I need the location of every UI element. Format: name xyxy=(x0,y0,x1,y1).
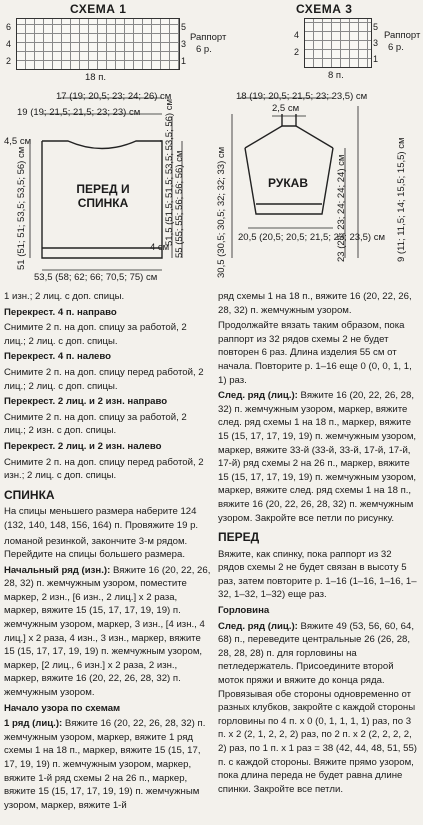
heading-cross-4-right: Перекрест. 4 п. направо xyxy=(4,306,117,318)
text-p1: 1 изн.; 2 лиц. с доп. спицы. xyxy=(4,291,125,302)
schema3-row-2: 2 xyxy=(294,47,300,57)
schema3-rapport-label: Раппорт xyxy=(384,30,421,41)
text-p9-wrap xyxy=(4,717,211,812)
schema1-rapport-label: Раппорт xyxy=(190,32,227,43)
section-front: ПЕРЕД xyxy=(218,530,260,545)
text-p8-wrap xyxy=(4,564,211,700)
schema3-row-4: 4 xyxy=(294,30,300,40)
text-p9: Вяжите 16 (20, 22, 26, 28, 32) п. жемчужным узором, маркер, вяжите 1 ряд схемы 1 на 18 п., маркер, вяжите 15 (15, 17, 17, 19, 19) п. жемчужным узором, маркер, вяжите 1-й ряд схемы 2 на 26 п., маркер, вяжите 15 (15, 17, 17, 19, 19) п. жемчужным узором, маркер, вяжите 1-й xyxy=(4,718,206,811)
schema1-row-5: 5 xyxy=(181,22,187,32)
schema3-row-5: 5 xyxy=(373,22,379,32)
schema1-rapport-rows: 6 р. xyxy=(196,44,212,55)
r-text-p5: Вяжите 49 (53, 56, 60, 64, 68) п., переведите центральные 26 (26, 28, 28, 28, 28) п. для горловины на петледержатель. Присоедините второй моток пряжи и вяжите до конца ряда. Провязывая обе стороны одновременно от разных клубков, закройте с каждой стороны горловины по 4 п. x 0 (0, 1, 1, 1, 1) раз, по 3 п. x 2 (2, 1, 2, 2, 2) раз, по 2 п. x 2 (2, 2, 2, 2, 2) раз, по 1 п. x 1 раз = 38 (42, 44, 48, 51, 55) п. с каждой стороны. Вяжите прямо узором, пока длина переда не будет равна длине спинки. Закройте все петли. xyxy=(218,620,417,795)
schema3-width-label: 8 п. xyxy=(328,70,344,81)
schema3-rapport-rows: 6 р. xyxy=(388,42,404,53)
heading-row-1: 1 ряд (лиц.): xyxy=(4,718,63,730)
schema3-chart-grid xyxy=(304,18,372,68)
r-text-p1: ряд схемы 1 на 18 п., вяжите 16 (20, 22, 26, 28, 32) п. жемчужным узором. xyxy=(218,291,412,316)
r-heading-neckline: Горловина xyxy=(218,605,270,617)
body-right-height-total: 55 (55; 55; 56; 56; 56) см xyxy=(174,150,185,258)
right-text-column xyxy=(218,290,419,798)
text-p5: Снимите 2 п. на доп. спицу перед работой, 2 изн.; 2 лиц. с доп. спицы. xyxy=(4,456,204,482)
body-label-line2: СПИНКА xyxy=(77,196,129,210)
schema1-row-4: 4 xyxy=(6,39,12,49)
schema1-row-3: 3 xyxy=(181,39,187,49)
schema3-row-1: 1 xyxy=(373,54,379,64)
schema1-chart-grid xyxy=(16,18,180,70)
text-p3: Снимите 2 п. на доп. спицу перед работой, 2 лиц.; 2 лиц. с доп. спицы. xyxy=(4,366,204,392)
heading-start-row: Начальный ряд (изн.): xyxy=(4,564,111,576)
schema1-width-label: 18 п. xyxy=(85,72,106,83)
sleeve-cuff-height: 9 (11; 11,5; 14; 15,5; 15,5) см xyxy=(396,137,407,262)
body-right-height-body: 51,5 (51,5; 51,5; 53,5; 53,5; 56) см xyxy=(164,98,175,246)
body-rib-height: 4 см xyxy=(150,242,170,253)
schema3-row-3: 3 xyxy=(373,38,379,48)
schema1-row-2: 2 xyxy=(6,56,12,66)
text-p4: Снимите 2 п. на доп. спицу за работой, 2 лиц.; 2 изн. с доп. спицы. xyxy=(4,411,187,437)
left-text-column xyxy=(4,290,211,814)
body-label xyxy=(66,182,140,210)
heading-cross-4-left: Перекрест. 4 п. налево xyxy=(4,351,112,363)
body-bottom-width: 53,5 (58; 62; 66; 70,5; 75) см xyxy=(34,272,158,283)
sleeve-label: РУКАВ xyxy=(268,176,308,190)
body-label-line1: ПЕРЕД И xyxy=(76,182,130,196)
section-back: СПИНКА xyxy=(4,487,55,502)
schema1-title: СХЕМА 1 xyxy=(70,2,127,16)
body-left-height: 51 (51; 51; 53,5; 53,5; 56) см xyxy=(16,146,27,270)
schema1-row-1: 1 xyxy=(181,56,187,66)
r-text-p5-wrap xyxy=(218,620,419,797)
sleeve-left-height: 30,5 (30,5; 30,5; 32; 32; 33) см xyxy=(216,146,227,278)
text-p2: Снимите 2 п. на доп. спицу за работой, 2 лиц.; 2 лиц. с доп. спицы. xyxy=(4,322,187,347)
r-text-p3: Вяжите 16 (20, 22, 26, 28, 32) п. жемчужным узором, маркер, вяжите след. ряд схемы 1 на 18 п., маркер, вяжите 15 (15, 17, 17, 19, 19) п. жемчужным узором, маркер, вяжите 33-й (33-й, 33-й, 17-й, 17-й, 17-й) ряд схемы 2 на 26 п., маркер, вяжите 15 (15, 17, 17, 19, 19) п. жемчужным узором, маркер, вяжите след. ряд схемы 1 на 18 п., вяжите 16 (20, 22, 26, 28, 32) п. жемчужным узором. Закройте все петли по рисунку. xyxy=(218,390,417,524)
body-neck-width: 19 (19; 21,5; 21,5; 23; 23) см xyxy=(17,107,141,118)
sleeve-bottom-width: 20,5 (20,5; 20,5; 21,5; 23; 23,5) см xyxy=(238,232,386,243)
r-text-p4: Вяжите, как спинку, пока раппорт из 32 рядов схемы 2 не будет связан в высоту 5 раз, затем повторите р. 1–16 (1–16, 1–16, 1–32, 1–32, 1–32) еще раз. xyxy=(218,548,417,601)
body-neck-depth: 4,5 см xyxy=(4,136,32,147)
heading-cross-2-2-left: Перекрест. 2 лиц. и 2 изн. налево xyxy=(4,440,162,452)
text-p7: ломаной резинкой, закончите 3-м рядом. Перейдите на спицы большего размера. xyxy=(4,535,188,561)
body-top-width: 17 (19; 20,5; 23; 24; 26) см xyxy=(56,91,172,102)
schema3-title: СХЕМА 3 xyxy=(296,2,353,16)
r-text-p2: Продолжайте вязать таким образом, пока раппорт из 32 рядов схемы 2 не будет повторен 6 раз. Длина изделия 55 см от начала. Повторите р. 1–16 еще 0 (0, 0, 1, 1, 1) раз. xyxy=(218,320,412,386)
heading-pattern-start: Начало узора по схемам xyxy=(4,702,121,714)
r-heading-next-row: След. ряд (лиц.): xyxy=(218,390,298,402)
heading-cross-2-2-right: Перекрест. 2 лиц. и 2 изн. направо xyxy=(4,396,168,408)
text-p6: На спицы меньшего размера наберите 124 (132, 140, 148, 156, 164) п. Провяжите 19 р. xyxy=(4,506,199,531)
r-text-p3-wrap xyxy=(218,389,419,525)
r-heading-next-row-2: След. ряд (лиц.): xyxy=(218,620,298,632)
sleeve-right-height: 23 (23; 23; 24; 24; 24) см xyxy=(336,154,347,262)
schema1-row-6: 6 xyxy=(6,22,12,32)
sleeve-top-width: 18 (19; 20,5; 21,5; 23; 23,5) см xyxy=(236,91,368,102)
sleeve-cap-width: 2,5 см xyxy=(272,103,300,114)
text-p8: Вяжите 16 (20, 22, 26, 28, 32) п. жемчужным узором, поместите маркер, 2 изн., [6 изн., 2 лиц.] x 2 раза, маркер, вяжите 15 (15, 17, 17, 19, 19) п. жемчужным узором, маркер, 3 изн., [4 изн., 4 лиц.] x 2 раза, 4 изн., 3 изн., маркер, вяжите 15 (15, 17, 17, 19, 19) п. жемчужным узором, маркер, [2 лиц., 6 изн.] x 2 раза, 2 изн., маркер, вяжите 16 (20, 22, 26, 28, 32) п. жемчужным узором. xyxy=(4,564,211,699)
